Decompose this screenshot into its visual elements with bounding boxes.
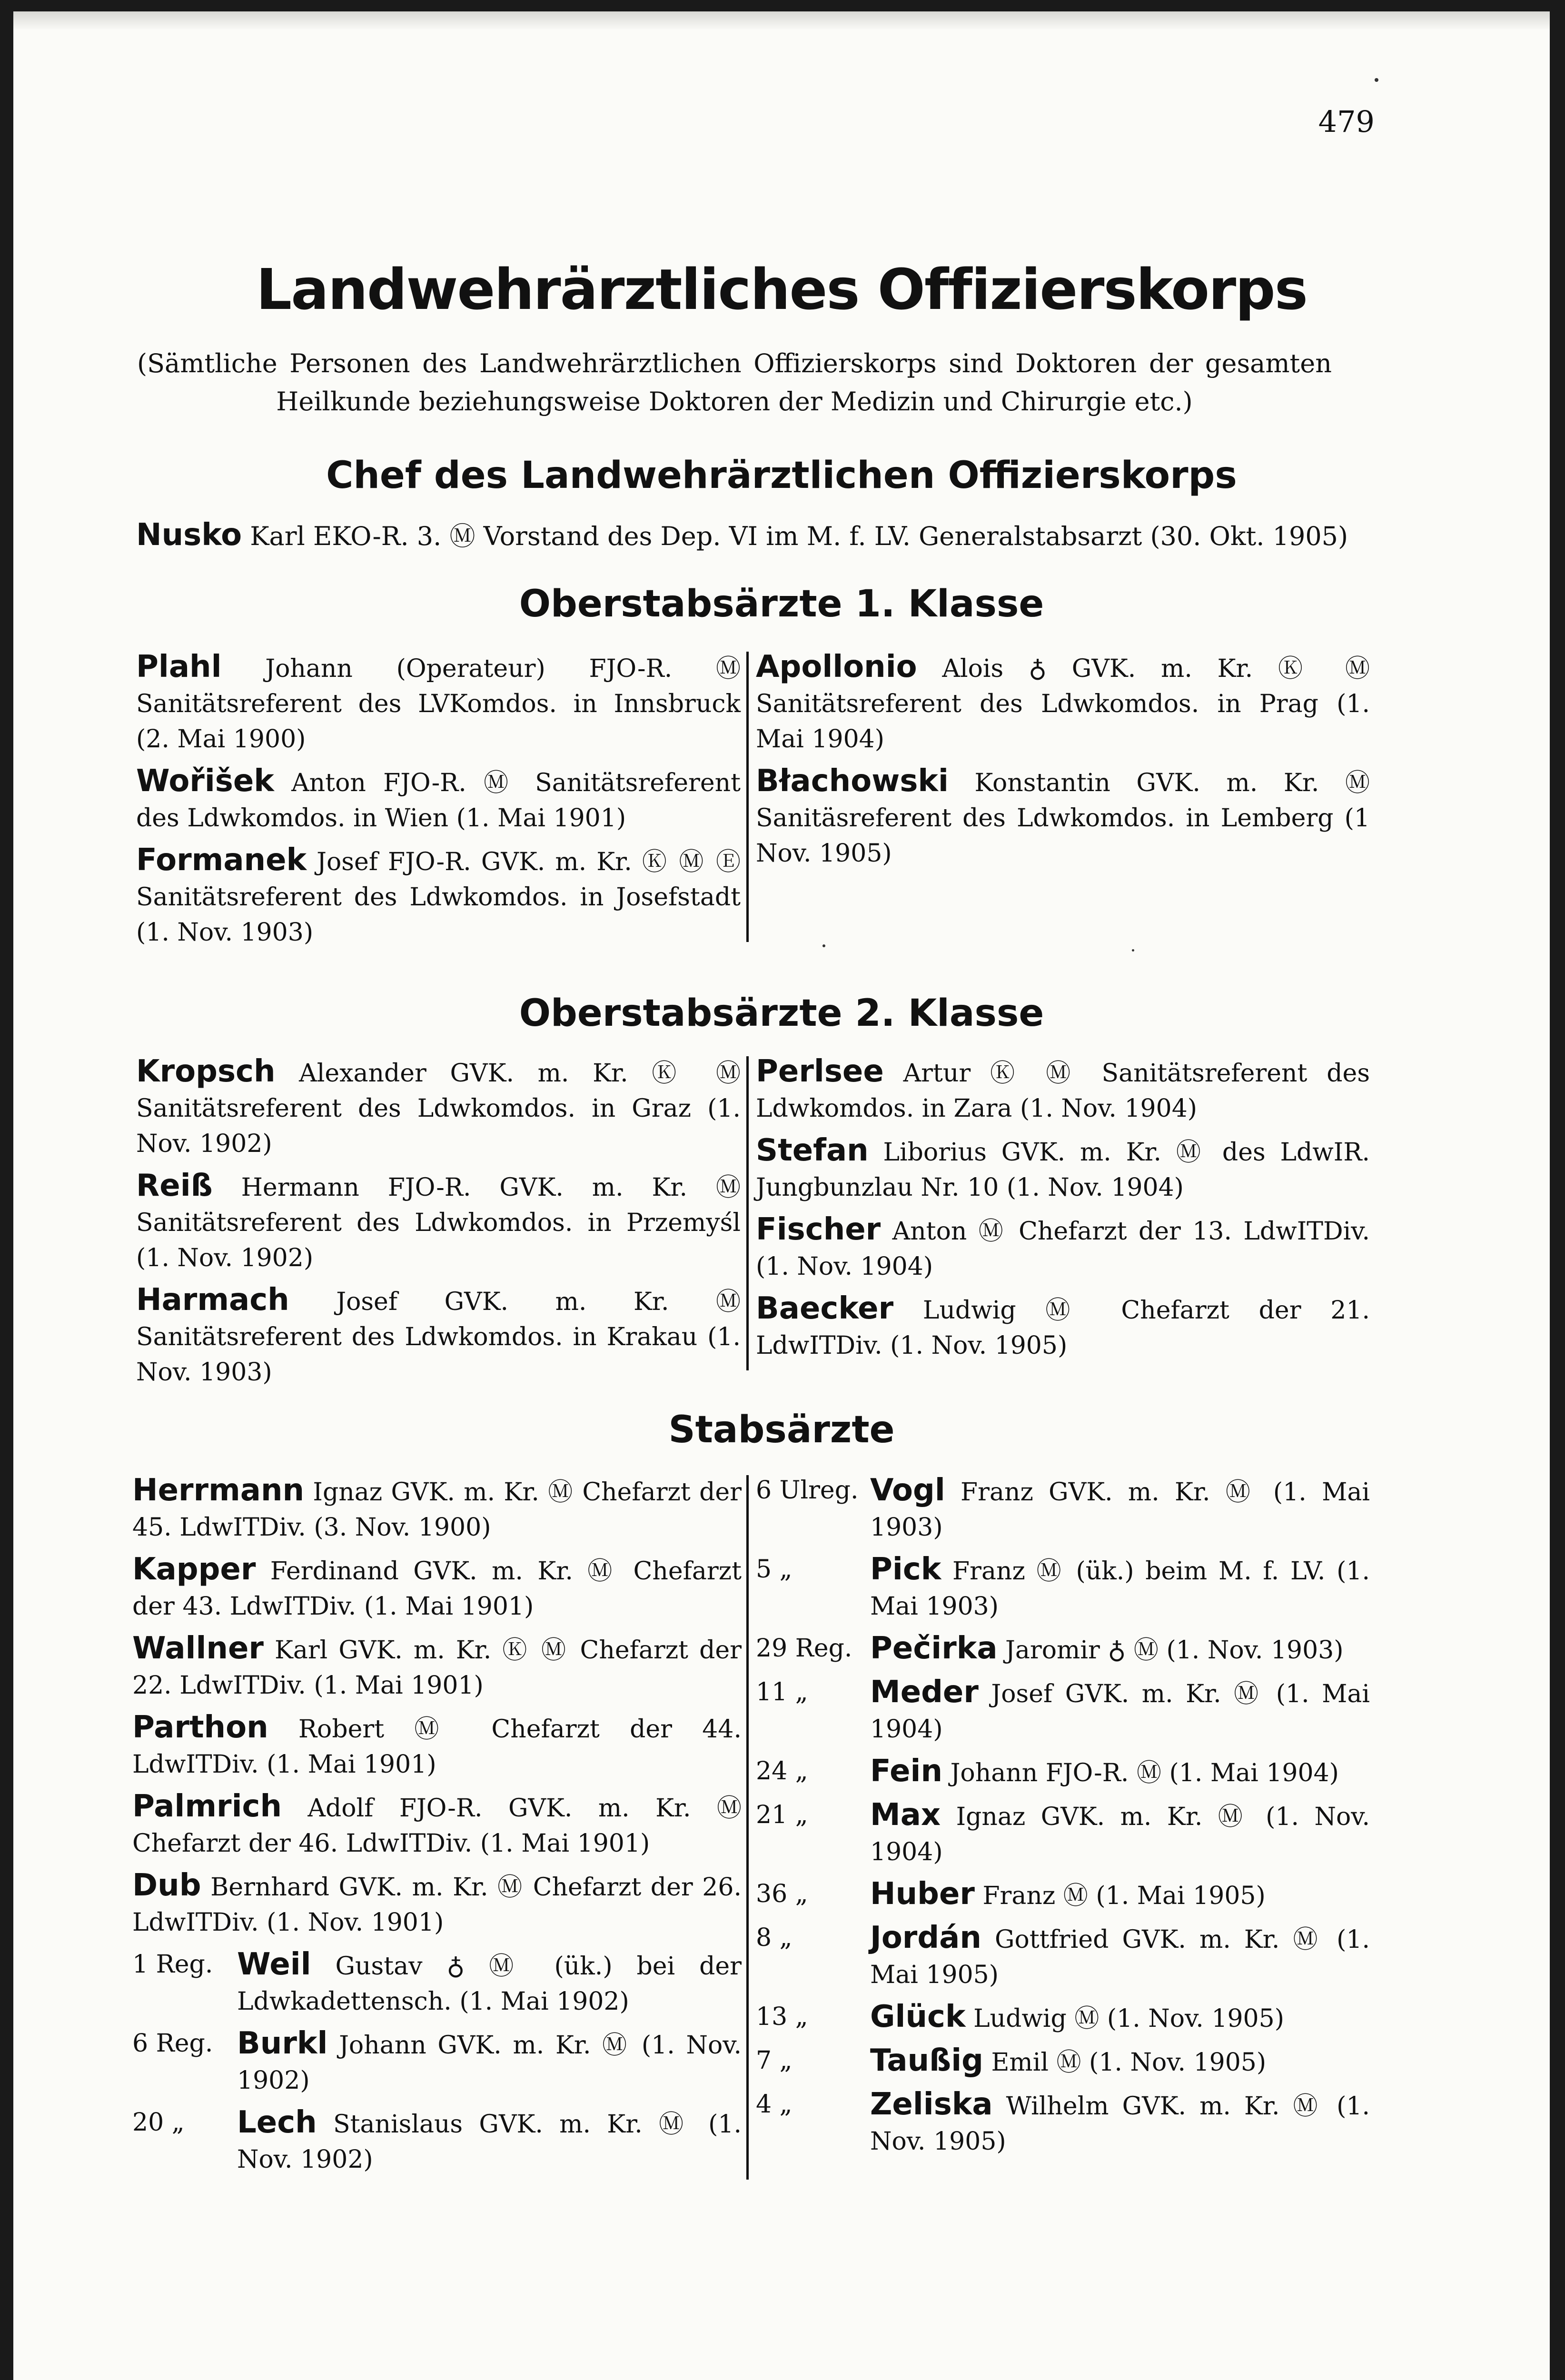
entry-text: Gottfried GVK. m. Kr. Ⓜ (1. Mai 1905) xyxy=(870,1925,1370,1989)
list-item xyxy=(756,764,1370,871)
entry-text: Anton FJO-R. Ⓜ Sanitätsreferent des Ldwkomdos. in Wien (1. Mai 1901) xyxy=(136,769,741,833)
scan-speck xyxy=(1375,78,1378,82)
section-heading-oberstabsaerzte-2: Oberstabsärzte 2. Klasse xyxy=(519,992,1044,1035)
regiment-prefix: 36 „ xyxy=(756,1880,808,1908)
section-heading-oberstabsaerzte-1: Oberstabsärzte 1. Klasse xyxy=(519,583,1044,625)
entry-name: Glück xyxy=(870,1999,966,2034)
section1-left-column xyxy=(136,649,741,957)
list-item xyxy=(756,1876,1370,1914)
entry-text: Stanislaus GVK. m. Kr. Ⓜ (1. Nov. 1902) xyxy=(237,2110,742,2174)
list-item xyxy=(132,2026,742,2098)
entry-text: Karl GVK. m. Kr. Ⓚ Ⓜ Chefarzt der 22. LdwITDiv. (1. Mai 1901) xyxy=(132,1636,742,1700)
regiment-prefix: 29 Reg. xyxy=(756,1634,852,1663)
list-item xyxy=(756,1133,1370,1205)
entry-text: Adolf FJO-R. GVK. m. Kr. Ⓜ Chefarzt der 46. LdwITDiv. (1. Mai 1901) xyxy=(132,1794,742,1858)
regiment-prefix: 20 „ xyxy=(132,2108,185,2137)
list-item xyxy=(132,1789,742,1861)
list-item xyxy=(132,1947,742,2019)
list-item xyxy=(136,1168,741,1276)
entry-name: Zeliska xyxy=(870,2087,993,2122)
entry-text: Robert Ⓜ Chefarzt der 44. LdwITDiv. (1. Mai 1901) xyxy=(132,1715,742,1779)
entry-name: Lech xyxy=(237,2105,317,2140)
regiment-prefix: 8 „ xyxy=(756,1924,792,1952)
entry-name: Parthon xyxy=(132,1710,268,1745)
list-item xyxy=(136,843,741,950)
entry-text: Johann GVK. m. Kr. Ⓜ (1. Nov. 1902) xyxy=(237,2031,742,2095)
entry-text: Anton Ⓜ Chefarzt der 13. LdwITDiv. (1. Nov. 1904) xyxy=(756,1217,1370,1281)
entry-name: Wallner xyxy=(132,1631,264,1666)
list-item xyxy=(756,1212,1370,1284)
list-item xyxy=(756,1631,1370,1668)
list-item xyxy=(132,1631,742,1703)
entry-name: Herrmann xyxy=(132,1473,305,1508)
section2-right-column xyxy=(756,1054,1370,1370)
list-item xyxy=(756,1999,1370,2036)
entry-text: Wilhelm GVK. m. Kr. Ⓜ (1. Nov. 1905) xyxy=(870,2092,1370,2156)
entry-name: Błachowski xyxy=(756,764,949,799)
entry-text: Johann FJO-R. Ⓜ (1. Mai 1904) xyxy=(950,1759,1339,1787)
list-item xyxy=(132,2105,742,2177)
entry-text: Franz GVK. m. Kr. Ⓜ (1. Mai 1903) xyxy=(870,1478,1370,1542)
entry-name: Fein xyxy=(870,1754,943,1789)
chief-entry xyxy=(136,516,1374,555)
entry-text: Hermann FJO-R. GVK. m. Kr. Ⓜ Sanitätsreferent des Ldwkomdos. in Przemyśl (1. Nov. 1902) xyxy=(136,1173,741,1272)
list-item xyxy=(136,1054,741,1161)
list-item xyxy=(132,1710,742,1782)
entry-text: Alois ♁ GVK. m. Kr. Ⓚ Ⓜ Sanitätsreferent des Ldwkomdos. in Prag (1. Mai 1904) xyxy=(756,654,1370,754)
regiment-prefix: 6 Ulreg. xyxy=(756,1476,859,1505)
entry-name: Perlsee xyxy=(756,1054,884,1089)
regiment-prefix: 1 Reg. xyxy=(132,1950,213,1979)
list-item xyxy=(756,1054,1370,1126)
section1-right-column xyxy=(756,649,1370,878)
section2-left-column xyxy=(136,1054,741,1397)
list-item xyxy=(756,1797,1370,1870)
scan-speck xyxy=(1132,949,1134,952)
entry-name: Kapper xyxy=(132,1552,256,1587)
entry-text: Josef GVK. m. Kr. Ⓜ Sanitätsreferent des Ldwkomdos. in Krakau (1. Nov. 1903) xyxy=(136,1288,741,1387)
intro-paragraph: (Sämtliche Personen des Landwehrärztlichen Offizierskorps sind Doktoren der gesamten Heilkunde beziehungsweise Doktoren der Medizin und Chirurgie etc.) xyxy=(137,348,1332,416)
page-title: Landwehrärztliches Offizierskorps xyxy=(256,257,1307,322)
entry-name: Pick xyxy=(870,1552,941,1587)
entry-name: Harmach xyxy=(136,1282,289,1318)
entry-name: Formanek xyxy=(136,843,307,878)
entry-text: Ferdinand GVK. m. Kr. Ⓜ Chefarzt der 43. LdwITDiv. (1. Mai 1901) xyxy=(132,1557,742,1621)
section3-left-column xyxy=(132,1473,742,2184)
list-item xyxy=(756,2087,1370,2159)
entry-text: Liborius GVK. m. Kr. Ⓜ des LdwIR. Jungbunzlau Nr. 10 (1. Nov. 1904) xyxy=(756,1138,1370,1202)
entry-name: Apollonio xyxy=(756,649,917,684)
list-item xyxy=(756,649,1370,757)
entry-name: Palmrich xyxy=(132,1789,282,1824)
entry-text: Ludwig Ⓜ Chefarzt der 21. LdwITDiv. (1. Nov. 1905) xyxy=(756,1296,1370,1360)
document-page xyxy=(13,11,1550,2380)
section3-right-column xyxy=(756,1473,1370,2166)
regiment-prefix: 11 „ xyxy=(756,1678,808,1706)
entry-name: Burkl xyxy=(237,2026,328,2061)
list-item xyxy=(756,1552,1370,1624)
entry-text: Jaromir ♁ Ⓜ (1. Nov. 1903) xyxy=(1005,1636,1344,1665)
regiment-prefix: 21 „ xyxy=(756,1801,808,1829)
page-number: 479 xyxy=(1318,104,1375,139)
list-item xyxy=(756,1473,1370,1545)
entry-name: Weil xyxy=(237,1947,311,1982)
entry-name: Pečirka xyxy=(870,1631,998,1666)
list-item xyxy=(756,1291,1370,1363)
entry-text: Ignaz GVK. m. Kr. Ⓜ Chefarzt der 45. LdwITDiv. (3. Nov. 1900) xyxy=(132,1478,742,1542)
entry-text: Johann (Operateur) FJO-R. Ⓜ Sanitätsreferent des LVKomdos. in Innsbruck (2. Mai 1900) xyxy=(136,654,741,754)
entry-name: Plahl xyxy=(136,649,222,684)
entry-text: Franz Ⓜ (ük.) beim M. f. LV. (1. Mai 1903) xyxy=(870,1557,1370,1621)
entry-text: Gustav ♁ Ⓜ (ük.) bei der Ldwkadettensch. (1. Mai 1902) xyxy=(237,1952,742,2016)
list-item xyxy=(136,649,741,757)
entry-text: Karl EKO-R. 3. Ⓜ Vorstand des Dep. VI im M. f. LV. Generalstabsarzt (30. Okt. 1905) xyxy=(250,521,1348,551)
regiment-prefix: 24 „ xyxy=(756,1757,808,1785)
list-item xyxy=(756,2043,1370,2080)
column-divider xyxy=(746,1475,749,2180)
entry-name: Baecker xyxy=(756,1291,894,1326)
entry-name: Reiß xyxy=(136,1168,213,1203)
entry-name: Dub xyxy=(132,1868,201,1903)
entry-name: Jordán xyxy=(870,1920,981,1955)
entry-text: Artur Ⓚ Ⓜ Sanitätsreferent des Ldwkomdos. in Zara (1. Nov. 1904) xyxy=(756,1059,1370,1123)
entry-name: Meder xyxy=(870,1675,979,1710)
list-item xyxy=(132,1473,742,1545)
regiment-prefix: 13 „ xyxy=(756,2003,808,2031)
entry-text: Josef GVK. m. Kr. Ⓜ (1. Mai 1904) xyxy=(870,1680,1370,1744)
entry-name: Stefan xyxy=(756,1133,869,1168)
list-item xyxy=(132,1868,742,1940)
entry-text: Konstantin GVK. m. Kr. Ⓜ Sanitäsreferent des Ldwkomdos. in Lemberg (1 Nov. 1905) xyxy=(756,769,1370,868)
entry-name: Max xyxy=(870,1797,941,1833)
column-divider xyxy=(746,1056,749,1370)
entry-name: Fischer xyxy=(756,1212,881,1247)
entry-name: Wořišek xyxy=(136,764,274,799)
entry-text: Ludwig Ⓜ (1. Nov. 1905) xyxy=(973,2004,1284,2033)
scan-speck xyxy=(822,944,825,947)
entry-text: Ignaz GVK. m. Kr. Ⓜ (1. Nov. 1904) xyxy=(870,1803,1370,1866)
entry-name: Vogl xyxy=(870,1473,945,1508)
section-heading-stabsaerzte: Stabsärzte xyxy=(668,1408,895,1451)
entry-name: Nusko xyxy=(136,517,242,553)
chief-heading: Chef des Landwehrärztlichen Offizierskorps xyxy=(326,454,1237,497)
entry-text: Emil Ⓜ (1. Nov. 1905) xyxy=(991,2048,1267,2077)
list-item xyxy=(756,1920,1370,1993)
regiment-prefix: 5 „ xyxy=(756,1555,792,1584)
entry-text: Bernhard GVK. m. Kr. Ⓜ Chefarzt der 26. LdwITDiv. (1. Nov. 1901) xyxy=(132,1873,742,1937)
regiment-prefix: 7 „ xyxy=(756,2046,792,2075)
list-item xyxy=(136,1282,741,1390)
column-divider xyxy=(746,652,749,942)
regiment-prefix: 6 Reg. xyxy=(132,2029,213,2058)
list-item xyxy=(756,1754,1370,1791)
entry-name: Taußig xyxy=(870,2043,983,2078)
list-item xyxy=(132,1552,742,1624)
entry-text: Alexander GVK. m. Kr. Ⓚ Ⓜ Sanitätsreferent des Ldwkomdos. in Graz (1. Nov. 1902) xyxy=(136,1059,741,1158)
scan-edge xyxy=(13,11,1550,30)
entry-name: Huber xyxy=(870,1876,975,1912)
entry-name: Kropsch xyxy=(136,1054,276,1089)
regiment-prefix: 4 „ xyxy=(756,2090,792,2119)
list-item xyxy=(136,764,741,836)
list-item xyxy=(756,1675,1370,1747)
entry-text: Josef FJO-R. GVK. m. Kr. Ⓚ Ⓜ Ⓔ Sanitätsreferent des Ldwkomdos. in Josefstadt (1. Nov. 1903) xyxy=(136,848,741,947)
entry-text: Franz Ⓜ (1. Mai 1905) xyxy=(982,1882,1266,1910)
